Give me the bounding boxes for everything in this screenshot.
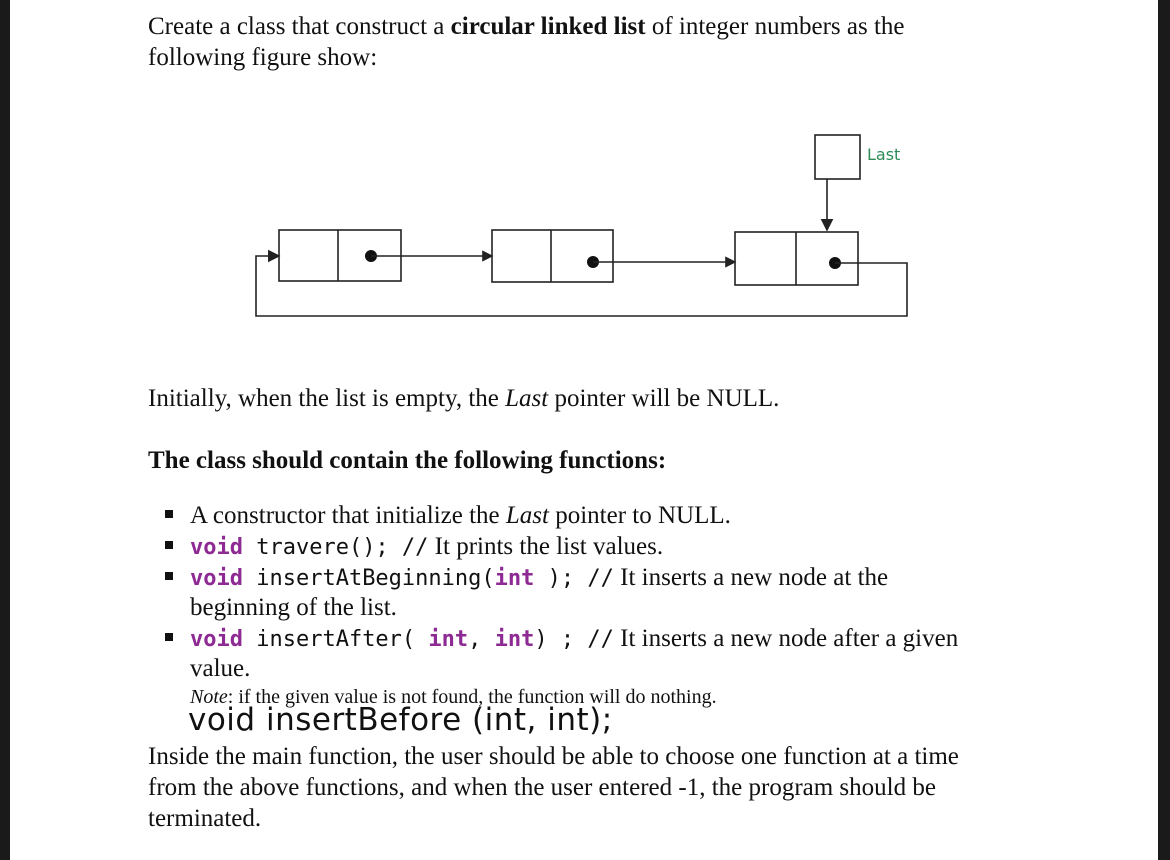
intro-text-post: of integer numbers as the [645, 13, 905, 40]
bullet-insert-after-cont: value. [190, 655, 251, 682]
b4-code-1: insertAfter( [242, 627, 429, 652]
bullet-marker-3 [165, 572, 173, 580]
initially-text-post: pointer will be NULL. [548, 385, 780, 412]
circular-linked-list-diagram [10, 0, 1158, 340]
initially-paragraph [148, 383, 779, 414]
b2-keyword: void [190, 535, 243, 560]
last-label: Last [867, 145, 901, 164]
b4-code-2: , [468, 627, 495, 652]
intro-line-2: following figure show: [148, 44, 378, 71]
b3-keyword: void [190, 566, 243, 591]
b3-keyword-2: int [494, 566, 535, 591]
insert-before-line: void insertBefore (int, int); [188, 702, 613, 738]
b4-code-3: ) ; // [534, 627, 614, 652]
b1-text: A constructor that initialize the [190, 502, 506, 529]
b1-italic: Last [505, 502, 549, 529]
main-para-line-1: Inside the main function, the user should be able to choose one function at a time [148, 743, 959, 770]
bullet-marker-4 [165, 633, 173, 641]
intro-text: Create a class that construct a [148, 13, 451, 40]
b4-keyword: void [190, 627, 243, 652]
b3-text: It inserts a new node at the [613, 564, 889, 591]
b3-code-2: ); // [534, 566, 614, 591]
b4-keyword-2: int [428, 627, 469, 652]
document-page [10, 0, 1158, 860]
initially-italic: Last [505, 385, 549, 412]
main-para-line-3: terminated. [148, 805, 262, 832]
bullet-travere [190, 531, 663, 563]
b4-keyword-3: int [494, 627, 535, 652]
node-2 [492, 230, 613, 282]
bullet-constructor [190, 500, 731, 531]
b4-text: It inserts a new node after a given [613, 625, 959, 652]
bullet-insert-at-beginning [190, 562, 888, 594]
functions-heading: The class should contain the following functions: [148, 447, 667, 474]
note-label: Note [190, 686, 228, 708]
bullet-insert-at-beginning-cont: beginning of the list. [190, 594, 397, 621]
b3-code-1: insertAtBeginning( [242, 566, 495, 591]
bullet-marker-2 [165, 541, 173, 549]
main-para-line-2: from the above functions, and when the user entered -1, the program should be [148, 774, 936, 801]
intro-bold: circular linked list [450, 13, 646, 40]
note-text: : if the given value is not found, the function will do nothing. [227, 686, 717, 708]
bullet-marker-1 [165, 510, 173, 518]
node-3 [735, 232, 858, 285]
b1-text-post: pointer to NULL. [548, 502, 731, 529]
bullet-insert-after [190, 623, 958, 655]
b2-code: travere(); // [242, 535, 429, 560]
last-pointer-box [815, 135, 860, 179]
b2-text: It prints the list values. [428, 533, 664, 560]
initially-text: Initially, when the list is empty, the [148, 385, 506, 412]
